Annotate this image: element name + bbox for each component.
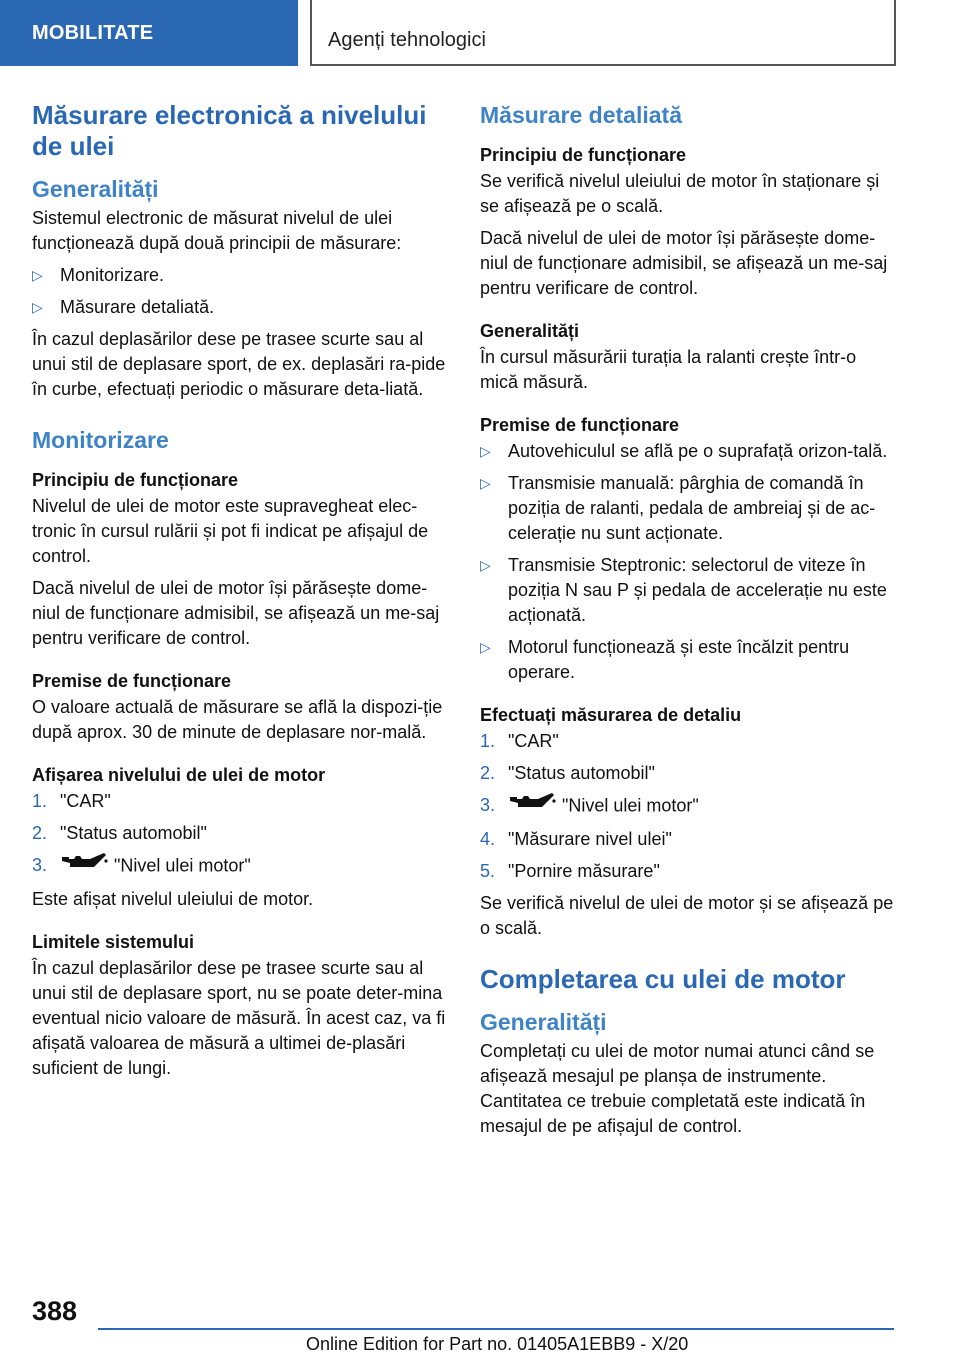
step-text: "Status automobil" (508, 763, 655, 783)
heading-efectuati: Efectuați măsurarea de detaliu (480, 705, 742, 725)
paragraph: Nivelul de ulei de motor este supravegheat elec-tronic în cursul rulării și pot fi indicat pe afișajul de control. (32, 496, 429, 566)
subheading-monitorizare: Monitorizare (32, 427, 169, 453)
bullet-triangle-icon: ▷ (480, 557, 491, 573)
step-number: 3. (480, 795, 496, 815)
paragraph: Se verifică nivelul de ulei de motor și se afișează pe o scală. (480, 893, 894, 938)
numbered-list (480, 729, 896, 884)
list-item-text: Monitorizare. (60, 265, 165, 285)
list-item (480, 439, 896, 464)
step-number: 1. (32, 791, 48, 811)
step-number: 2. (32, 823, 48, 843)
section-heading: Măsurare electronică a nivelului de ulei (32, 100, 427, 161)
paragraph: În cursul măsurării turația la ralanti crește într-o mică măsură. (480, 347, 857, 392)
step-text: "CAR" (508, 731, 559, 751)
list-item-text: Autovehiculul se află pe o suprafață orizon-tală. (508, 441, 888, 461)
bullet-triangle-icon: ▷ (480, 639, 491, 655)
footer-divider (98, 1328, 894, 1330)
left-column (32, 100, 448, 1088)
subheading-generalitati: Generalități (480, 1009, 607, 1035)
step-number: 2. (480, 763, 496, 783)
heading-premise: Premise de funcționare (480, 415, 680, 435)
heading-generalitati: Generalități (480, 321, 580, 341)
list-item-text: Măsurare detaliată. (60, 297, 215, 317)
paragraph: Dacă nivelul de ulei de motor își părăsește dome-niul de funcționare admisibil, se afișează un me-saj pentru verificare de control. (480, 228, 888, 298)
heading-principiu: Principiu de funcționare (480, 145, 687, 165)
step-number: 1. (480, 731, 496, 751)
oil-can-icon (60, 853, 108, 880)
section-title: MOBILITATE (0, 0, 298, 66)
list-item (480, 859, 896, 884)
list-item (480, 635, 896, 685)
list-item (480, 793, 896, 820)
topic-title: Agenți tehnologici (310, 0, 896, 66)
subheading-generalitati: Generalități (32, 176, 159, 202)
step-text: "Nivel ulei motor" (114, 855, 251, 876)
oil-can-icon (508, 793, 556, 820)
bullet-triangle-icon: ▷ (480, 475, 491, 491)
bullet-triangle-icon: ▷ (32, 267, 43, 283)
paragraph: Este afișat nivelul uleiului de motor. (32, 889, 314, 909)
subheading-masurare-detaliata: Măsurare detaliată (480, 102, 682, 128)
paragraph: În cazul deplasărilor dese pe trasee scurte sau al unui stil de deplasare sport, de ex. deplasări ra-pide în curbe, efectuați periodic o măsurare deta-liată. (32, 329, 446, 399)
list-item-text: Transmisie manuală: pârghia de comandă în poziția de ralanti, pedala de ambreiaj și de ac-celerație nu sunt acționate. (508, 473, 876, 543)
list-item (32, 263, 448, 288)
heading-premise: Premise de funcționare (32, 671, 232, 691)
paragraph: Sistemul electronic de măsurat nivelul de ulei funcționează după două principii de măsurare: (32, 208, 402, 253)
bullet-triangle-icon: ▷ (32, 299, 43, 315)
step-text: "CAR" (60, 791, 111, 811)
bullet-list (32, 263, 448, 320)
list-item (32, 853, 448, 880)
list-item (480, 761, 896, 786)
step-number: 4. (480, 829, 496, 849)
paragraph: În cazul deplasărilor dese pe trasee scurte sau al unui stil de deplasare sport, nu se poate deter-mina eventual nicio valoare de măsură. În acest caz, va fi afișată valoarea de măsură a ultimei de-plasări suficient de lungi. (32, 958, 446, 1078)
list-item (32, 295, 448, 320)
paragraph: Se verifică nivelul uleiului de motor în staționare și se afișează pe o scală. (480, 171, 880, 216)
list-item (480, 827, 896, 852)
list-item (32, 789, 448, 814)
edition-note: Online Edition for Part no. 01405A1EBB9 - X/20 (306, 1334, 689, 1354)
heading-limite: Limitele sistemului (32, 932, 195, 952)
list-item (32, 821, 448, 846)
list-item-text: Motorul funcționează și este încălzit pentru operare. (508, 637, 850, 682)
paragraph: O valoare actuală de măsurare se află la dispozi-ție după aprox. 30 de minute de deplasare nor-mală. (32, 697, 443, 742)
page-header (0, 0, 960, 66)
step-text: "Măsurare nivel ulei" (508, 829, 672, 849)
heading-afisare: Afișarea nivelului de ulei de motor (32, 765, 326, 785)
bullet-triangle-icon: ▷ (480, 443, 491, 459)
step-text: "Pornire măsurare" (508, 861, 660, 881)
list-item (480, 553, 896, 628)
numbered-list (32, 789, 448, 880)
paragraph: Dacă nivelul de ulei de motor își părăsește dome-niul de funcționare admisibil, se afișează un me-saj pentru verificare de control. (32, 578, 440, 648)
step-text: "Status automobil" (60, 823, 207, 843)
step-text: "Nivel ulei motor" (562, 795, 699, 816)
section-heading: Completarea cu ulei de motor (480, 964, 846, 994)
list-item-text: Transmisie Steptronic: selectorul de viteze în poziția N sau P și pedala de accelerație nu este acționată. (508, 555, 887, 625)
step-number: 3. (32, 855, 48, 875)
paragraph: Completați cu ulei de motor numai atunci când se afișează mesajul pe planșa de instrumente. Cantitatea ce trebuie completată este indicată în mesajul de pe afișajul de control. (480, 1041, 875, 1136)
right-column (480, 100, 896, 1146)
bullet-list (480, 439, 896, 685)
heading-principiu: Principiu de funcționare (32, 470, 239, 490)
step-number: 5. (480, 861, 496, 881)
list-item (480, 729, 896, 754)
list-item (480, 471, 896, 546)
page-number: 388 (32, 1296, 78, 1326)
